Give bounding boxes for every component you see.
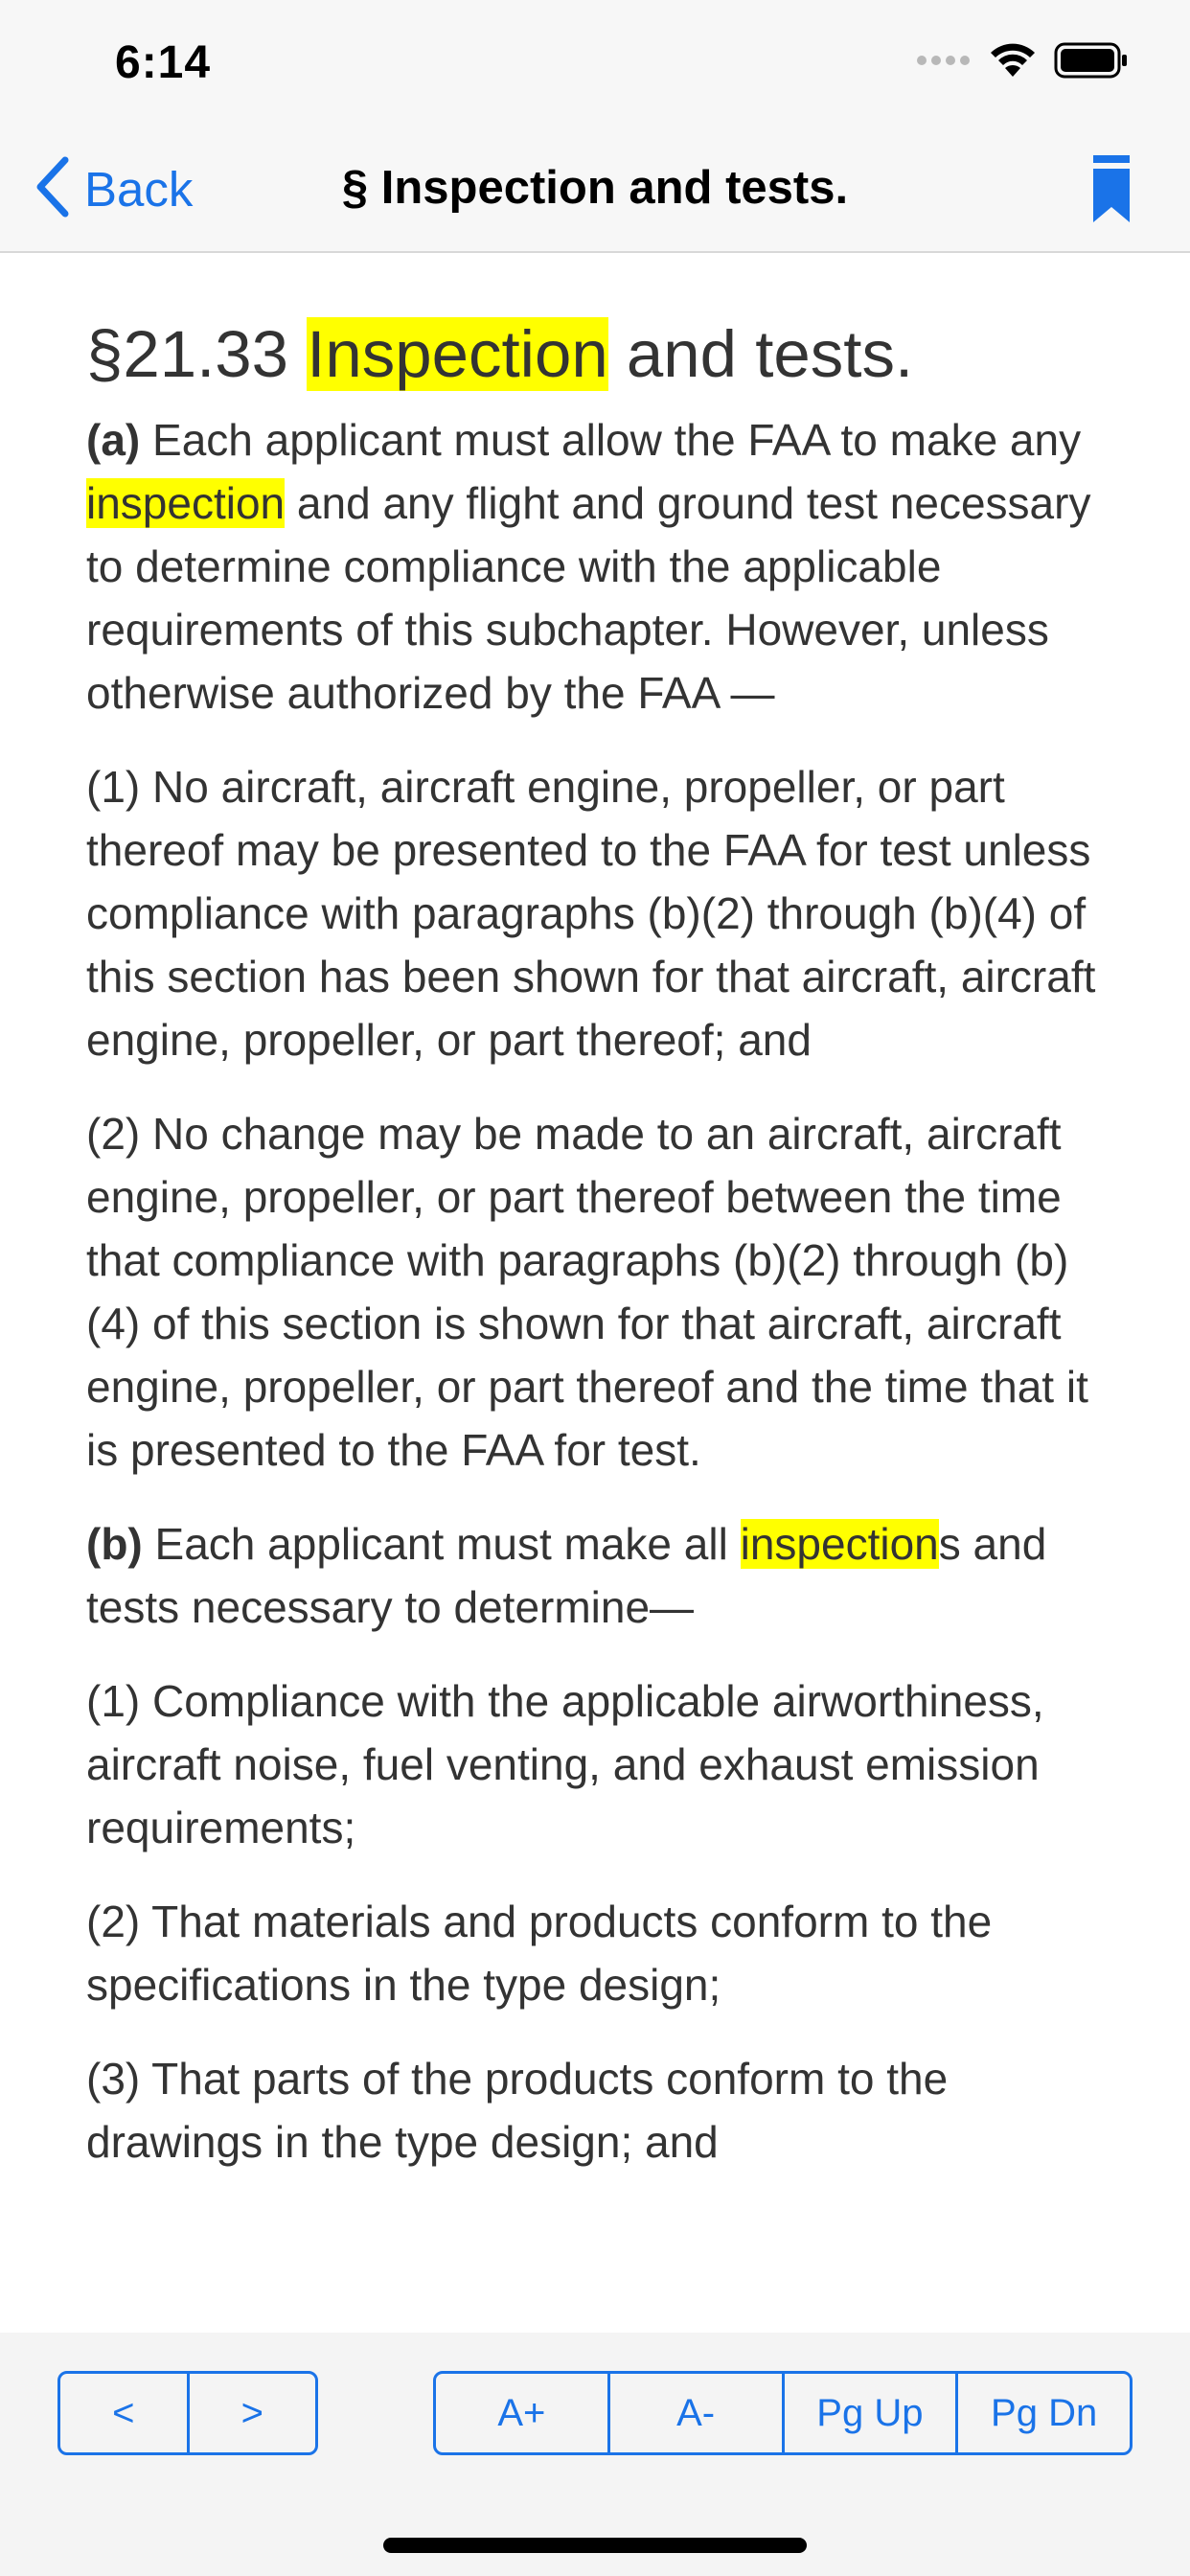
search-highlight: inspection xyxy=(86,478,286,528)
decrease-font-button[interactable]: A- xyxy=(610,2374,785,2452)
heading-suffix: and tests. xyxy=(607,317,914,391)
navigation-bar xyxy=(0,126,1190,253)
section-nav-group xyxy=(57,2371,318,2455)
increase-font-button[interactable]: A+ xyxy=(436,2374,610,2452)
bookmark-button[interactable] xyxy=(1090,153,1138,226)
paragraph-a-2: (2) No change may be made to an aircraft, aircraft engine, propeller, or part thereof between the time that compliance with paragraphs (b)(2) through (b)(4) of this section is shown for that aircraft, aircraft engine, propeller, or part thereof and the time that it is presented to the FAA for test. xyxy=(86,1109,1088,1475)
paragraph-a-1: (1) No aircraft, aircraft engine, propeller, or part thereof may be presented to the FAA for test unless compliance with paragraphs (b)(2) through (b)(4) of this section has been shown for that aircraft, aircraft engine, propeller, or part thereof; and xyxy=(86,762,1096,1065)
bookmark-icon xyxy=(1090,214,1138,230)
paragraph-b-3: (3) That parts of the products conform to the drawings in the type design; and xyxy=(86,2054,949,2167)
paragraph-b-1: (1) Compliance with the applicable airworthiness, aircraft noise, fuel venting, and exhaust emission requirements; xyxy=(86,1676,1044,1852)
search-highlight: inspection xyxy=(740,1519,939,1569)
heading-prefix: §21.33 xyxy=(86,317,308,391)
previous-section-button[interactable]: < xyxy=(60,2374,190,2452)
page-title: § Inspection and tests. xyxy=(341,162,849,214)
status-time: 6:14 xyxy=(115,37,212,88)
back-label: Back xyxy=(84,161,194,217)
regulation-content[interactable] xyxy=(86,253,1121,2333)
battery-icon xyxy=(1054,42,1129,83)
paragraph-a xyxy=(86,408,1121,724)
home-indicator[interactable] xyxy=(383,2538,807,2553)
chevron-left-icon xyxy=(33,156,71,222)
paragraph-b-2: (2) That materials and products conform to the specifications in the type design; xyxy=(86,1897,993,2010)
status-bar xyxy=(0,0,1190,126)
page-down-button[interactable]: Pg Dn xyxy=(991,2391,1098,2434)
paragraph-text: and any flight and ground test necessary to determine compliance with the applicable requirements of this subchapter. However, unless otherwise authorized by the FAA — xyxy=(86,478,1091,718)
paragraph-tag: (a) xyxy=(86,415,141,465)
paragraph-b xyxy=(86,1512,1121,1639)
search-highlight: Inspection xyxy=(307,317,608,391)
signal-dots-icon xyxy=(916,54,972,72)
reader-controls-group xyxy=(433,2371,1133,2455)
page-up-button[interactable]: Pg Up xyxy=(785,2374,959,2452)
next-section-button[interactable]: > xyxy=(240,2391,263,2434)
paragraph-text: Each applicant must allow the FAA to make any xyxy=(140,415,1082,465)
paragraph-text: Each applicant must make all xyxy=(142,1519,741,1569)
back-button[interactable] xyxy=(33,155,193,222)
paragraph-tag: (b) xyxy=(86,1519,143,1569)
bottom-toolbar xyxy=(0,2333,1190,2576)
section-heading xyxy=(86,307,1121,402)
status-icons xyxy=(916,42,1129,83)
paragraph-text: s and tests necessary to determine— xyxy=(86,1519,1047,1632)
wifi-icon xyxy=(989,42,1037,83)
